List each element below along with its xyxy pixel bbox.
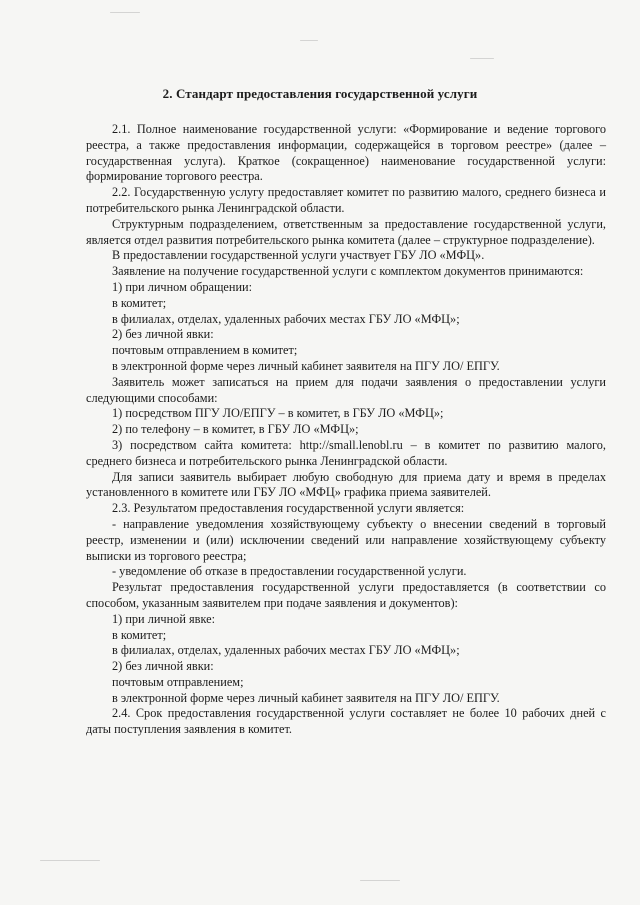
list-item: - уведомление об отказе в предоставлении государственной услуги. <box>112 564 467 579</box>
list-item: в комитет; <box>112 295 167 310</box>
list-item: 1) при личном обращении: <box>112 279 253 294</box>
list-item: почтовым отправлением; <box>112 674 244 689</box>
list-item: 3) посредством сайта комитета: http://small.lenobl.ru – в комитет по развитию малого, среднего бизнеса и потребительского рынка Ленинградской области. <box>86 437 606 468</box>
paragraph: 2.3. Результатом предоставления государственной услуги является: <box>112 501 465 516</box>
list-item: в электронной форме через личный кабинет заявителя на ПГУ ЛО/ ЕПГУ. <box>112 690 500 705</box>
list-item: в филиалах, отделах, удаленных рабочих местах ГБУ ЛО «МФЦ»; <box>112 643 460 658</box>
paragraph: Заявитель может записаться на прием для подачи заявления о предоставлении услуги следующими способами: <box>86 374 606 405</box>
list-item: в комитет; <box>112 627 167 642</box>
list-item: 2) по телефону – в комитет, в ГБУ ЛО «МФЦ»; <box>112 422 359 437</box>
paragraph: Заявление на получение государственной услуги с комплектом документов принимаются: <box>112 264 584 279</box>
scan-artifact <box>40 860 100 861</box>
document-body <box>86 122 606 738</box>
paragraph: Для записи заявитель выбирает любую свободную для приема дату и время в пределах установленного в комитете или ГБУ ЛО «МФЦ» графика приема заявителей. <box>86 469 606 500</box>
list-item: 2) без личной явки: <box>112 659 214 674</box>
paragraph: Структурным подразделением, ответственным за предоставление государственной услуги, является отдел развития потребительского рынка комитета (далее – структурное подразделение). <box>86 216 606 247</box>
scan-artifact <box>470 58 494 59</box>
list-item: - направление уведомления хозяйствующему субъекту о внесении сведений в торговый реестр, изменении и (или) исключении сведений или направление хозяйствующему субъекту выписки из торгового реестра; <box>86 516 606 563</box>
paragraph: Результат предоставления государственной услуги предоставляется (в соответствии со способом, указанным заявителем при подаче заявления и документов): <box>86 580 606 610</box>
list-item: в электронной форме через личный кабинет заявителя на ПГУ ЛО/ ЕПГУ. <box>112 358 500 373</box>
scan-artifact <box>300 40 318 41</box>
scan-artifact <box>110 12 140 13</box>
list-item: в филиалах, отделах, удаленных рабочих местах ГБУ ЛО «МФЦ»; <box>112 311 460 326</box>
paragraph: 2.4. Срок предоставления государственной услуги составляет не более 10 рабочих дней с даты поступления заявления в комитет. <box>86 706 606 737</box>
section-title: 2. Стандарт предоставления государственной услуги <box>162 86 478 101</box>
paragraph: 2.2. Государственную услугу предоставляет комитет по развитию малого, среднего бизнеса и потребительского рынка Ленинградской области. <box>86 185 606 215</box>
paragraph: В предоставлении государственной услуги участвует ГБУ ЛО «МФЦ». <box>112 248 485 263</box>
list-item: 2) без личной явки: <box>112 327 214 342</box>
paragraph: 2.1. Полное наименование государственной услуги: «Формирование и ведение торгового реестра, а также предоставления информации, содержащейся в торговом реестре» (далее – государственная услуга). Краткое (сокращенное) наименование государственной услуги: формирование торгового реестра. <box>86 122 606 184</box>
list-item: 1) посредством ПГУ ЛО/ЕПГУ – в комитет, в ГБУ ЛО «МФЦ»; <box>112 406 444 421</box>
scan-artifact <box>360 880 400 881</box>
list-item: почтовым отправлением в комитет; <box>112 343 298 358</box>
list-item: 1) при личной явке: <box>112 611 215 626</box>
